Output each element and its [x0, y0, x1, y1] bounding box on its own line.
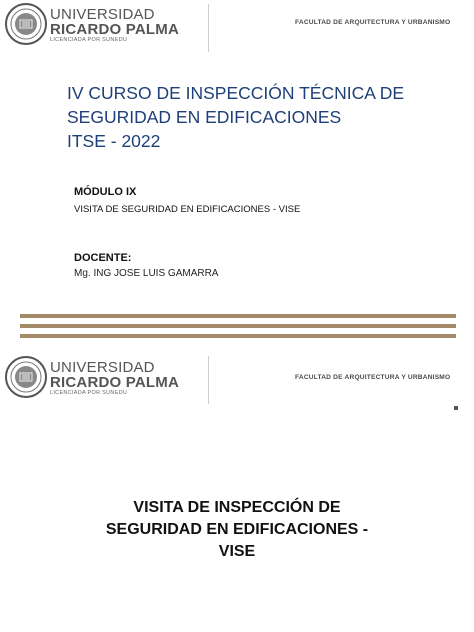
course-title-line3: ITSE - 2022 [67, 131, 161, 151]
header-divider [208, 356, 209, 404]
module-label: MÓDULO IX [74, 186, 137, 198]
header-divider [208, 4, 209, 52]
course-title [67, 81, 404, 153]
corner-marker [454, 406, 458, 410]
slide-separator [0, 312, 474, 350]
university-license: LICENCIADA POR SUNEDU [50, 37, 128, 43]
university-name-line1: UNIVERSIDAD [50, 6, 155, 23]
module-title: VISITA DE SEGURIDAD EN EDIFICACIONES - VISE [74, 204, 301, 215]
course-title-line2: SEGURIDAD EN EDIFICACIONES [67, 107, 342, 127]
university-name-line2: RICARDO PALMA [50, 374, 179, 391]
slide-1 [0, 0, 474, 310]
divider-stripe [20, 334, 456, 338]
faculty-name: FACULTAD DE ARQUITECTURA Y URBANISMO [295, 374, 451, 381]
slide-2 [0, 350, 474, 632]
university-license: LICENCIADA POR SUNEDU [50, 390, 128, 396]
slide-2-title-line1: VISITA DE INSPECCIÓN DE [133, 499, 341, 516]
university-name-line1: UNIVERSIDAD [50, 359, 155, 376]
university-seal-icon [4, 2, 48, 46]
teacher-label: DOCENTE: [74, 252, 132, 264]
teacher-name: Mg. ING JOSE LUIS GAMARRA [74, 268, 219, 279]
university-seal-icon [4, 355, 48, 399]
slide-2-title [40, 497, 434, 563]
slide-2-title-line2: SEGURIDAD EN EDIFICACIONES - [105, 521, 369, 538]
university-name-line2: RICARDO PALMA [50, 21, 179, 38]
slide-2-title-line3: VISE [218, 543, 256, 560]
faculty-name: FACULTAD DE ARQUITECTURA Y URBANISMO [295, 19, 451, 26]
divider-stripe [20, 314, 456, 318]
course-title-line1: IV CURSO DE INSPECCIÓN TÉCNICA DE [67, 83, 405, 103]
divider-stripe [20, 324, 456, 328]
